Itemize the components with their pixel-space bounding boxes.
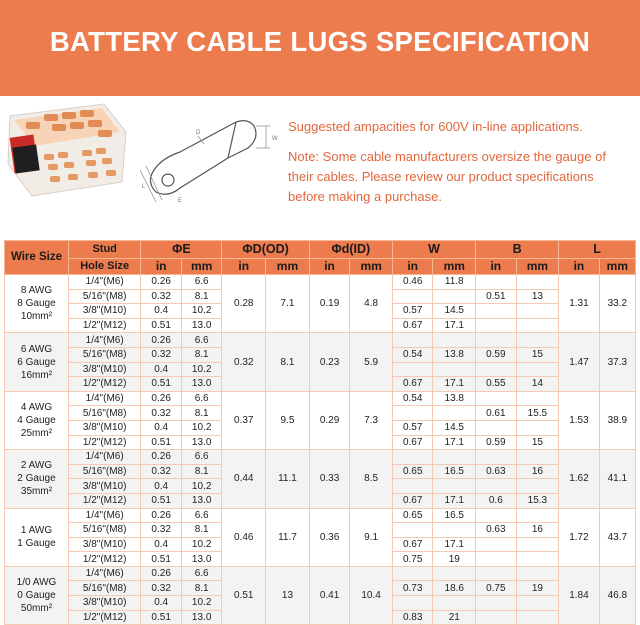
l-in-cell: 1.72: [559, 508, 600, 566]
b-in-cell: [476, 333, 517, 348]
b-mm-cell: [516, 537, 559, 552]
stud-hole-size-cell: 3/8"(M10): [68, 596, 140, 611]
w-mm-cell: [433, 566, 476, 581]
phi-e-in-cell: 0.26: [141, 450, 182, 465]
b-in-cell: [476, 508, 517, 523]
phi-d-od-in-cell: 0.51: [222, 566, 266, 624]
stud-hole-size-cell: 5/16"(M8): [68, 581, 140, 596]
col-b: B: [476, 241, 559, 259]
wire-size-cell: [5, 391, 69, 449]
b-mm-cell: [516, 304, 559, 319]
phi-e-mm-cell: 13.0: [181, 318, 222, 333]
b-mm-cell: [516, 450, 559, 465]
b-mm-cell: 19: [516, 581, 559, 596]
col-hole-size: Hole Size: [68, 259, 140, 275]
w-mm-cell: 14.5: [433, 420, 476, 435]
l-in-cell: 1.62: [559, 450, 600, 508]
w-mm-cell: 17.1: [433, 377, 476, 392]
wire-size-line: 16mm²: [20, 369, 53, 381]
table-row: [5, 508, 636, 523]
phi-d-id-mm-cell: 9.1: [350, 508, 393, 566]
phi-e-in-cell: 0.4: [141, 304, 182, 319]
phi-d-id-in-cell: 0.41: [309, 566, 350, 624]
w-mm-cell: 19: [433, 552, 476, 567]
b-mm-cell: [516, 479, 559, 494]
w-mm-cell: 17.1: [433, 435, 476, 450]
b-in-cell: [476, 420, 517, 435]
phi-e-mm-cell: 8.1: [181, 289, 222, 304]
wire-size-line: 1/0 AWG: [16, 577, 57, 589]
w-in-cell: 0.54: [392, 391, 433, 406]
b-mm-cell: [516, 275, 559, 290]
stud-hole-size-cell: 1/4"(M6): [68, 391, 140, 406]
stud-hole-size-cell: 5/16"(M8): [68, 464, 140, 479]
phi-e-in-cell: 0.32: [141, 581, 182, 596]
b-mm-cell: [516, 610, 559, 625]
b-in-cell: [476, 362, 517, 377]
table-row: [5, 450, 636, 465]
w-in-cell: [392, 523, 433, 538]
b-mm-cell: [516, 318, 559, 333]
w-in-cell: 0.57: [392, 420, 433, 435]
w-mm-cell: [433, 479, 476, 494]
wire-size-line: 6 AWG: [20, 343, 53, 355]
phi-d-od-mm-cell: 7.1: [266, 275, 310, 333]
b-in-cell: [476, 304, 517, 319]
phi-d-od-in-cell: 0.46: [222, 508, 266, 566]
b-in-cell: [476, 610, 517, 625]
b-in-cell: [476, 596, 517, 611]
w-mm-cell: [433, 333, 476, 348]
phi-e-in-cell: 0.26: [141, 275, 182, 290]
col-l: L: [559, 241, 636, 259]
b-in-cell: [476, 552, 517, 567]
phi-d-id-mm-cell: 10.4: [350, 566, 393, 624]
l-in-cell: 1.47: [559, 333, 600, 391]
b-mm-cell: [516, 508, 559, 523]
w-in-cell: [392, 596, 433, 611]
unit-mm: mm: [516, 259, 559, 275]
l-mm-cell: 43.7: [599, 508, 635, 566]
svg-text:D: D: [196, 130, 201, 136]
page-title: BATTERY CABLE LUGS SPECIFICATION: [49, 26, 591, 57]
wire-size-line: 2 AWG: [20, 460, 53, 472]
b-mm-cell: [516, 362, 559, 377]
wire-size-line: 0 Gauge: [17, 590, 56, 602]
stud-hole-size-cell: 1/4"(M6): [68, 275, 140, 290]
stud-hole-size-cell: 3/8"(M10): [68, 362, 140, 377]
col-phi-d-id: Φd(ID): [309, 241, 392, 259]
w-in-cell: 0.75: [392, 552, 433, 567]
phi-e-mm-cell: 6.6: [181, 275, 222, 290]
stud-hole-size-cell: 1/4"(M6): [68, 333, 140, 348]
b-mm-cell: [516, 566, 559, 581]
col-stud: Stud: [68, 241, 140, 259]
b-in-cell: [476, 566, 517, 581]
gauge-warning-note: Note: Some cable manufacturers oversize the gauge of their cables. Please review our product specifications before making a purchase.: [288, 149, 606, 204]
phi-e-mm-cell: 10.2: [181, 537, 222, 552]
svg-text:W: W: [272, 136, 278, 142]
w-in-cell: 0.67: [392, 435, 433, 450]
b-in-cell: [476, 537, 517, 552]
table-row: [5, 333, 636, 348]
w-mm-cell: 18.6: [433, 581, 476, 596]
phi-d-od-in-cell: 0.28: [222, 275, 266, 333]
b-mm-cell: 13: [516, 289, 559, 304]
phi-e-in-cell: 0.51: [141, 435, 182, 450]
phi-e-in-cell: 0.4: [141, 596, 182, 611]
b-in-cell: 0.51: [476, 289, 517, 304]
phi-e-in-cell: 0.32: [141, 289, 182, 304]
phi-e-in-cell: 0.26: [141, 333, 182, 348]
w-in-cell: [392, 566, 433, 581]
b-mm-cell: 16: [516, 523, 559, 538]
svg-text:L: L: [142, 184, 146, 190]
phi-d-od-in-cell: 0.32: [222, 333, 266, 391]
wire-size-line: 4 AWG: [20, 401, 53, 413]
b-in-cell: 0.59: [476, 347, 517, 362]
phi-d-id-mm-cell: 7.3: [350, 391, 393, 449]
wire-size-line: 35mm²: [20, 486, 53, 498]
unit-in: in: [141, 259, 182, 275]
l-mm-cell: 41.1: [599, 450, 635, 508]
phi-d-id-mm-cell: 5.9: [350, 333, 393, 391]
phi-e-in-cell: 0.4: [141, 420, 182, 435]
wire-size-line: 8 Gauge: [17, 298, 56, 310]
phi-e-in-cell: 0.4: [141, 479, 182, 494]
w-in-cell: [392, 362, 433, 377]
phi-e-mm-cell: 13.0: [181, 610, 222, 625]
phi-e-mm-cell: 10.2: [181, 596, 222, 611]
w-in-cell: 0.67: [392, 318, 433, 333]
stud-hole-size-cell: 1/2"(M12): [68, 552, 140, 567]
phi-e-mm-cell: 6.6: [181, 508, 222, 523]
b-in-cell: 0.55: [476, 377, 517, 392]
phi-d-id-mm-cell: 8.5: [350, 450, 393, 508]
phi-e-mm-cell: 8.1: [181, 347, 222, 362]
phi-d-id-in-cell: 0.23: [309, 333, 350, 391]
product-photo: [4, 102, 128, 198]
stud-hole-size-cell: 1/4"(M6): [68, 508, 140, 523]
b-mm-cell: [516, 552, 559, 567]
w-mm-cell: [433, 289, 476, 304]
phi-d-id-mm-cell: 4.8: [350, 275, 393, 333]
unit-in: in: [476, 259, 517, 275]
phi-e-mm-cell: 6.6: [181, 391, 222, 406]
phi-e-in-cell: 0.51: [141, 318, 182, 333]
w-mm-cell: [433, 362, 476, 377]
stud-hole-size-cell: 3/8"(M10): [68, 537, 140, 552]
w-in-cell: 0.67: [392, 537, 433, 552]
phi-d-id-in-cell: 0.29: [309, 391, 350, 449]
phi-e-mm-cell: 10.2: [181, 479, 222, 494]
wire-size-line: 8 AWG: [20, 285, 53, 297]
b-mm-cell: 14: [516, 377, 559, 392]
w-mm-cell: 16.5: [433, 508, 476, 523]
b-in-cell: 0.61: [476, 406, 517, 421]
wire-size-line: 10mm²: [20, 311, 53, 323]
b-mm-cell: [516, 333, 559, 348]
table-row: [5, 275, 636, 290]
w-mm-cell: 13.8: [433, 391, 476, 406]
phi-e-mm-cell: 6.6: [181, 450, 222, 465]
w-mm-cell: 17.1: [433, 493, 476, 508]
w-in-cell: 0.67: [392, 377, 433, 392]
wire-size-line: 1 AWG: [20, 525, 53, 537]
unit-mm: mm: [181, 259, 222, 275]
phi-e-in-cell: 0.26: [141, 566, 182, 581]
col-phi-d-od: ΦD(OD): [222, 241, 309, 259]
b-in-cell: [476, 479, 517, 494]
phi-d-od-in-cell: 0.44: [222, 450, 266, 508]
phi-e-mm-cell: 13.0: [181, 377, 222, 392]
b-in-cell: [476, 450, 517, 465]
phi-d-od-mm-cell: 11.1: [266, 450, 310, 508]
table-body: [5, 275, 636, 625]
table-header: [5, 241, 636, 275]
w-mm-cell: 17.1: [433, 537, 476, 552]
phi-d-id-in-cell: 0.33: [309, 450, 350, 508]
phi-e-mm-cell: 8.1: [181, 406, 222, 421]
phi-e-mm-cell: 10.2: [181, 420, 222, 435]
unit-in: in: [392, 259, 433, 275]
col-wire-size: Wire Size: [5, 241, 69, 275]
phi-e-in-cell: 0.26: [141, 391, 182, 406]
phi-e-mm-cell: 8.1: [181, 523, 222, 538]
stud-hole-size-cell: 3/8"(M10): [68, 420, 140, 435]
stud-hole-size-cell: 1/2"(M12): [68, 435, 140, 450]
phi-e-mm-cell: 10.2: [181, 362, 222, 377]
w-in-cell: 0.65: [392, 464, 433, 479]
b-in-cell: [476, 275, 517, 290]
w-mm-cell: [433, 523, 476, 538]
w-in-cell: 0.46: [392, 275, 433, 290]
w-in-cell: [392, 479, 433, 494]
b-mm-cell: [516, 596, 559, 611]
unit-in: in: [222, 259, 266, 275]
stud-hole-size-cell: 1/2"(M12): [68, 377, 140, 392]
w-in-cell: 0.83: [392, 610, 433, 625]
w-in-cell: 0.73: [392, 581, 433, 596]
b-in-cell: 0.6: [476, 493, 517, 508]
phi-d-od-mm-cell: 9.5: [266, 391, 310, 449]
wire-size-cell: [5, 566, 69, 624]
b-mm-cell: [516, 420, 559, 435]
wire-size-line: 4 Gauge: [17, 414, 56, 426]
wire-size-line: 2 Gauge: [17, 473, 56, 485]
w-in-cell: [392, 450, 433, 465]
l-mm-cell: 38.9: [599, 391, 635, 449]
b-mm-cell: 15.3: [516, 493, 559, 508]
stud-hole-size-cell: 3/8"(M10): [68, 304, 140, 319]
wire-size-line: 6 Gauge: [17, 356, 56, 368]
b-in-cell: 0.75: [476, 581, 517, 596]
b-mm-cell: [516, 391, 559, 406]
stud-hole-size-cell: 3/8"(M10): [68, 479, 140, 494]
wire-size-cell: [5, 275, 69, 333]
w-mm-cell: [433, 450, 476, 465]
wire-size-line: 1 Gauge: [17, 538, 56, 550]
w-in-cell: [392, 333, 433, 348]
b-mm-cell: 15.5: [516, 406, 559, 421]
phi-e-in-cell: 0.4: [141, 362, 182, 377]
phi-e-in-cell: 0.51: [141, 493, 182, 508]
spec-table: [4, 240, 636, 625]
phi-d-od-in-cell: 0.37: [222, 391, 266, 449]
stud-hole-size-cell: 1/4"(M6): [68, 450, 140, 465]
l-in-cell: 1.31: [559, 275, 600, 333]
w-mm-cell: [433, 406, 476, 421]
phi-e-mm-cell: 13.0: [181, 552, 222, 567]
phi-e-in-cell: 0.4: [141, 537, 182, 552]
phi-e-in-cell: 0.32: [141, 464, 182, 479]
col-w: W: [392, 241, 475, 259]
phi-d-od-mm-cell: 8.1: [266, 333, 310, 391]
b-in-cell: 0.59: [476, 435, 517, 450]
w-mm-cell: 17.1: [433, 318, 476, 333]
phi-e-in-cell: 0.51: [141, 377, 182, 392]
phi-e-in-cell: 0.26: [141, 508, 182, 523]
phi-e-mm-cell: 10.2: [181, 304, 222, 319]
wire-size-line: 25mm²: [20, 427, 53, 439]
phi-d-od-mm-cell: 13: [266, 566, 310, 624]
b-in-cell: 0.63: [476, 464, 517, 479]
phi-e-in-cell: 0.32: [141, 406, 182, 421]
stud-hole-size-cell: 1/2"(M12): [68, 493, 140, 508]
w-in-cell: 0.54: [392, 347, 433, 362]
phi-e-mm-cell: 13.0: [181, 493, 222, 508]
b-in-cell: [476, 318, 517, 333]
w-mm-cell: 11.8: [433, 275, 476, 290]
unit-in: in: [309, 259, 350, 275]
b-mm-cell: 15: [516, 435, 559, 450]
l-mm-cell: 46.8: [599, 566, 635, 624]
stud-hole-size-cell: 5/16"(M8): [68, 406, 140, 421]
wire-size-cell: [5, 508, 69, 566]
unit-mm: mm: [433, 259, 476, 275]
w-in-cell: 0.65: [392, 508, 433, 523]
phi-e-in-cell: 0.51: [141, 552, 182, 567]
table-row: [5, 391, 636, 406]
phi-e-mm-cell: 6.6: [181, 566, 222, 581]
phi-e-in-cell: 0.51: [141, 610, 182, 625]
unit-in: in: [559, 259, 600, 275]
phi-e-in-cell: 0.32: [141, 347, 182, 362]
lug-technical-drawing: [136, 112, 284, 212]
w-mm-cell: 13.8: [433, 347, 476, 362]
phi-e-mm-cell: 8.1: [181, 581, 222, 596]
phi-e-in-cell: 0.32: [141, 523, 182, 538]
phi-e-mm-cell: 6.6: [181, 333, 222, 348]
w-in-cell: 0.57: [392, 304, 433, 319]
unit-mm: mm: [266, 259, 310, 275]
svg-text:E: E: [178, 198, 183, 204]
l-in-cell: 1.53: [559, 391, 600, 449]
w-mm-cell: [433, 596, 476, 611]
table-row: [5, 566, 636, 581]
b-mm-cell: 16: [516, 464, 559, 479]
stud-hole-size-cell: 1/2"(M12): [68, 318, 140, 333]
w-mm-cell: 21: [433, 610, 476, 625]
stud-hole-size-cell: 1/2"(M12): [68, 610, 140, 625]
w-mm-cell: 16.5: [433, 464, 476, 479]
unit-mm: mm: [350, 259, 393, 275]
phi-d-id-in-cell: 0.19: [309, 275, 350, 333]
l-in-cell: 1.84: [559, 566, 600, 624]
b-in-cell: 0.63: [476, 523, 517, 538]
wire-size-line: 50mm²: [20, 603, 53, 615]
b-in-cell: [476, 391, 517, 406]
stud-hole-size-cell: 5/16"(M8): [68, 289, 140, 304]
l-mm-cell: 37.3: [599, 333, 635, 391]
col-phi-e: ΦE: [141, 241, 222, 259]
l-mm-cell: 33.2: [599, 275, 635, 333]
title-banner: [0, 0, 640, 96]
w-in-cell: [392, 406, 433, 421]
w-mm-cell: 14.5: [433, 304, 476, 319]
w-in-cell: [392, 289, 433, 304]
ampacity-note: Suggested ampacities for 600V in-line applications.: [288, 119, 583, 134]
wire-size-cell: [5, 450, 69, 508]
stud-hole-size-cell: 5/16"(M8): [68, 523, 140, 538]
phi-e-mm-cell: 8.1: [181, 464, 222, 479]
stud-hole-size-cell: 1/4"(M6): [68, 566, 140, 581]
w-in-cell: 0.67: [392, 493, 433, 508]
unit-mm: mm: [599, 259, 635, 275]
phi-d-id-in-cell: 0.36: [309, 508, 350, 566]
phi-e-mm-cell: 13.0: [181, 435, 222, 450]
stud-hole-size-cell: 5/16"(M8): [68, 347, 140, 362]
b-mm-cell: 15: [516, 347, 559, 362]
wire-size-cell: [5, 333, 69, 391]
phi-d-od-mm-cell: 11.7: [266, 508, 310, 566]
